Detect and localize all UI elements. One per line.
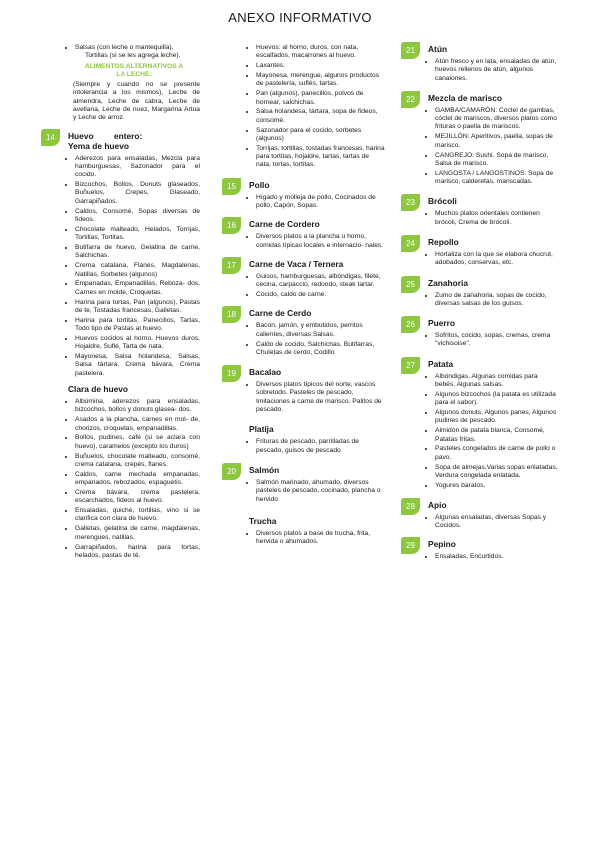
yema-list xyxy=(68,155,200,378)
section-title: Brócoli xyxy=(428,196,457,207)
list-item: • Chocolate malteado, Helados, Torrijas, Tortillas, Tortitas. xyxy=(75,226,200,243)
section-number-badge: 23 xyxy=(401,194,420,211)
section-title: Pollo xyxy=(249,179,270,190)
list-item: • MEJILLÓN: Aperitivos, paella, sopas de marisco. xyxy=(435,133,558,150)
list-item: • Buñuelos, chocolate malteado, consomé, crema catalana, crepés, flanes. xyxy=(75,453,200,470)
list-item: • Harina para tortitas, Panecillos, Tartas, Todo tipo de Pastas al huevo. xyxy=(75,317,200,334)
list-item: • LANGOSTA / LANGOSTINOS: Sopa de marisco, calderetas, mariscadas. xyxy=(435,170,558,187)
list-item: • Diversos platos típicos del norte, vascos sobretodo. Pasteles de pescado, Imitaciones a carne de marisco. Palitos de pescado. xyxy=(256,381,385,414)
list-item: • Ensaladas, quiché, tortillas, vino si se clarifica con clara de huevo. xyxy=(75,507,200,524)
section-15 xyxy=(227,179,385,211)
column-3 xyxy=(406,44,558,569)
list-item: • Mayonesa, Salsa holandesa, Salsas, Salsa tártara, Crema bávara, Crema pastelera. xyxy=(75,353,200,378)
section-title: Pepino xyxy=(428,538,456,549)
list-item: • Galletas, gelatina de carne, magdalenas, merengues, natillas. xyxy=(75,525,200,542)
section-number-badge: 22 xyxy=(401,91,420,108)
huevo-continued-list xyxy=(249,44,385,170)
section-list xyxy=(249,273,385,299)
section-16 xyxy=(227,219,385,250)
clara-list xyxy=(68,398,200,560)
list-item: • Diversos platos a la plancha u horno, comidas típicas locales e internacio- nales. xyxy=(256,233,385,250)
list-item: • Harina para tortas, Pan (algunos), Pastas de te, Tostadas francesas, Galletas. xyxy=(75,299,200,316)
list-item: • Bollos, pudines, café (si se aclara con huevo), caramelos (excepto los duros) xyxy=(75,434,200,451)
section-title: Apio xyxy=(428,500,447,511)
section-number-badge: 27 xyxy=(401,357,420,374)
list-item: • Torrijas, tortillas, tostadas francesas, harina para tortitas, hojaldre, tartas, tartas de nata, tortas, tortitas. xyxy=(256,145,385,170)
section-18 xyxy=(227,308,385,357)
list-item: • Albóndigas, Algunas comidas para bebés, Algunas salsas. xyxy=(435,373,558,390)
section-title: Patata xyxy=(428,358,454,369)
list-item: • Algunos bizcochos (la patata es utilizada para el sabor). xyxy=(435,391,558,408)
salsas-line-1: Salsas (con leche o mantequilla), xyxy=(75,44,174,51)
section-item-5 xyxy=(249,424,385,455)
section-title: Carne de Vaca / Ternera xyxy=(249,258,344,269)
section-number-badge: 14 xyxy=(41,129,60,146)
section-20 xyxy=(227,464,385,504)
list-item: • Pasteles congelados de carne de pollo o pavo. xyxy=(435,445,558,462)
list-item: • Butifarra de huevo, Gelatina de carne, Salchichas. xyxy=(75,244,200,261)
section-26 xyxy=(406,318,558,349)
list-item: • Caldos, Consomé, Sopas diversas de fideos. xyxy=(75,208,200,225)
section-list xyxy=(249,322,385,357)
section-25 xyxy=(406,277,558,309)
section-title: Puerro xyxy=(428,318,455,329)
list-item: • Diversos platos a base de trucha, frita, hervida o ahumados. xyxy=(256,530,385,547)
section-list xyxy=(428,107,558,186)
list-item: • GAMBA/CAMARÓN: Cóctel de gambas, cóctel de mariscos, diversos platos como frituras o paella de mariscos. xyxy=(435,107,558,132)
list-item: • Crema catalana, Flanes, Magdalenas, Natillas, Sorbetes (algunos) xyxy=(75,262,200,279)
section-title: Trucha xyxy=(249,515,277,526)
section-title: Zanahoria xyxy=(428,277,469,288)
section-list xyxy=(428,251,558,268)
list-item: • Sopa de almejas,Varias sopas enlatadas, Verdura congelada enlatada. xyxy=(435,464,558,481)
list-item: • Atún fresco y en lata, ensaladas de atún, huevos rellenos de atún, algunos canalones. xyxy=(435,58,558,83)
section-huevo xyxy=(46,130,200,560)
list-item: • Hígado y molleja de pollo, Cocinados de pollo, Capón, Sopas. xyxy=(256,194,385,211)
section-list xyxy=(428,210,558,227)
section-number-badge: 19 xyxy=(222,365,241,382)
list-item: • Huevos: al horno, duros, con nata, escalfados, macarrones al huevo. xyxy=(256,44,385,61)
clara-title: Clara de huevo xyxy=(68,384,129,395)
list-item: • Pan (algunos), panecillos, polvos de hornear, salchichas. xyxy=(256,90,385,107)
section-list xyxy=(249,530,385,547)
section-number-badge: 25 xyxy=(401,276,420,293)
section-list xyxy=(249,438,385,455)
section-number-badge: 18 xyxy=(222,306,241,323)
section-title: Huevo entero: xyxy=(68,130,143,141)
section-list xyxy=(428,292,558,309)
section-28 xyxy=(406,500,558,531)
section-21 xyxy=(406,44,558,83)
section-title: Salmón xyxy=(249,464,280,475)
section-17 xyxy=(227,258,385,299)
list-item: • Aderezos para ensaladas, Mezcla para hamburguesas, Sazonador para el cocido. xyxy=(75,155,200,180)
list-item: • Crema bávara, crema pastelera, escarchados, fideos al huevo. xyxy=(75,489,200,506)
list-item: • Guisos, hamburguesas, albóndigas, filete, cecina, carpaccio, redondo, steak tartar. xyxy=(256,273,385,290)
section-29 xyxy=(406,538,558,561)
list-item: • Algunas ensaladas, diversas Sopas y Cocidos. xyxy=(435,514,558,531)
list-item: • CANGREJO: Sushi. Sopa de marisco, Salsa de marisco. xyxy=(435,152,558,169)
list-item: • Albúmina, aderezos para ensaladas, bizcochos, bollos y donuts glasea- dos. xyxy=(75,398,200,415)
section-number-badge: 29 xyxy=(401,537,420,554)
section-number-badge: 20 xyxy=(222,463,241,480)
section-title: Carne de Cerdo xyxy=(249,308,312,319)
section-number-badge: 21 xyxy=(401,42,420,59)
section-list xyxy=(249,381,385,414)
section-23 xyxy=(406,196,558,227)
list-item: • Hortaliza con la que se elabora chucrut, adobados, conservas, etc. xyxy=(435,251,558,268)
list-item: • Almidón de patata blanca, Consomé, Patatas fritas. xyxy=(435,427,558,444)
list-item: • Bizcochos, Bollos, Donuts glaseados, Buñuelos, Crepes, Glaseado, Garrapiñados. xyxy=(75,181,200,206)
section-title: Platija xyxy=(249,424,274,435)
section-list xyxy=(249,479,385,504)
section-number-badge: 24 xyxy=(401,235,420,252)
section-title: Atún xyxy=(428,44,448,54)
column-2-sections xyxy=(227,179,385,547)
section-22 xyxy=(406,92,558,186)
list-item: • Mayonesa, merengue, algunos productos de pastelería, suflés, tartas. xyxy=(256,72,385,89)
list-item: • Zumo de zanahoria, sopas de cocido, diversas salsas de los guisos. xyxy=(435,292,558,309)
list-item: • Sofritos, cocido, sopas, cremas, crema "vichisoise". xyxy=(435,332,558,349)
section-title: Carne de Cordero xyxy=(249,219,320,230)
section-item-7 xyxy=(249,516,385,547)
salsas-line-2: Tortillas (si se les agrega leche). xyxy=(85,52,181,60)
list-item: • Frituras de pescado, parrilladas de pescado, guisos de pescado xyxy=(256,438,385,455)
section-number-badge: 17 xyxy=(222,257,241,274)
column-2 xyxy=(227,44,385,554)
section-number-badge: 16 xyxy=(222,217,241,234)
section-number-badge: 15 xyxy=(222,178,241,195)
section-list xyxy=(249,194,385,211)
list-item: • Salsa holandesa, tártara, sopa de fideos, consomé. xyxy=(256,108,385,125)
list-item: • Empanadas, Empanadillas, Reboza- dos, Carnes en molde, Croquetas. xyxy=(75,280,200,297)
section-19 xyxy=(227,367,385,414)
section-list xyxy=(428,332,558,349)
list-item: • Muchos platos orientales contienen brócoli, Crema de brócoli. xyxy=(435,210,558,227)
list-item: • Salmón marinado, ahumado, diversos pasteles de pescado, cocinado, plancha o hervido xyxy=(256,479,385,504)
alternatives-heading: ALIMENTOS ALTERNATIVOS A LA LECHE: xyxy=(84,62,184,78)
list-item: • Huevos cocidos al horno, Huevos duros, Hojaldre, Suflé, Tarta de nata. xyxy=(75,335,200,352)
section-list xyxy=(428,58,558,83)
list-item: • Caldo de cocido, Salchichas, Butifarras, Chuletas de cerdo, Codillo xyxy=(256,341,385,358)
list-item: • Yogures baratos. xyxy=(435,482,558,490)
section-list xyxy=(249,233,385,250)
section-27 xyxy=(406,358,558,490)
page-title: ANEXO INFORMATIVO xyxy=(228,10,372,25)
section-number-badge: 26 xyxy=(401,316,420,333)
section-list xyxy=(428,373,558,490)
list-item: • Asados a la plancha, carnes en mol- de, chorizos, croquetas, empanadillas. xyxy=(75,416,200,433)
list-item: • Caldos, carne mechada empanadas, empanados, rebozados, espaguetis. xyxy=(75,471,200,488)
section-title: Bacalao xyxy=(249,367,282,378)
alternatives-text: (Siempre y cuando no se presente intolerancia a los mismos), Leche de almendra, Leche de cabra, Leche de avellana, Leche de nuez, Margarina Artua y Leche de arroz. xyxy=(73,81,200,122)
column-1 xyxy=(46,44,200,566)
intro-list xyxy=(68,44,200,61)
section-number-badge: 28 xyxy=(401,498,420,515)
list-item: • Laxantes. xyxy=(256,62,385,70)
section-list xyxy=(428,553,558,561)
section-list xyxy=(428,514,558,531)
section-title: Repollo xyxy=(428,236,459,247)
column-3-sections xyxy=(406,44,558,561)
list-item: • Garrapiñados, harina para tortas, helados, pastas de té. xyxy=(75,544,200,561)
section-24 xyxy=(406,236,558,268)
list-item: • Ensaladas, Encurtidos. xyxy=(435,553,558,561)
list-item: • Sazonador para el cocido, sorbetes (algunos) xyxy=(256,127,385,144)
yema-title: Yema de huevo xyxy=(68,140,129,151)
list-item: • Algunos donuts, Algunos panes, Algunos pudines de pescado. xyxy=(435,409,558,426)
list-item: • Cocido, caldo de carne. xyxy=(256,291,385,299)
section-title: Mezcla de marisco xyxy=(428,92,503,103)
list-item xyxy=(75,44,200,61)
list-item: • Bacon, jamón, y embutidos, perritos calientes, diversas Salsas. xyxy=(256,322,385,339)
